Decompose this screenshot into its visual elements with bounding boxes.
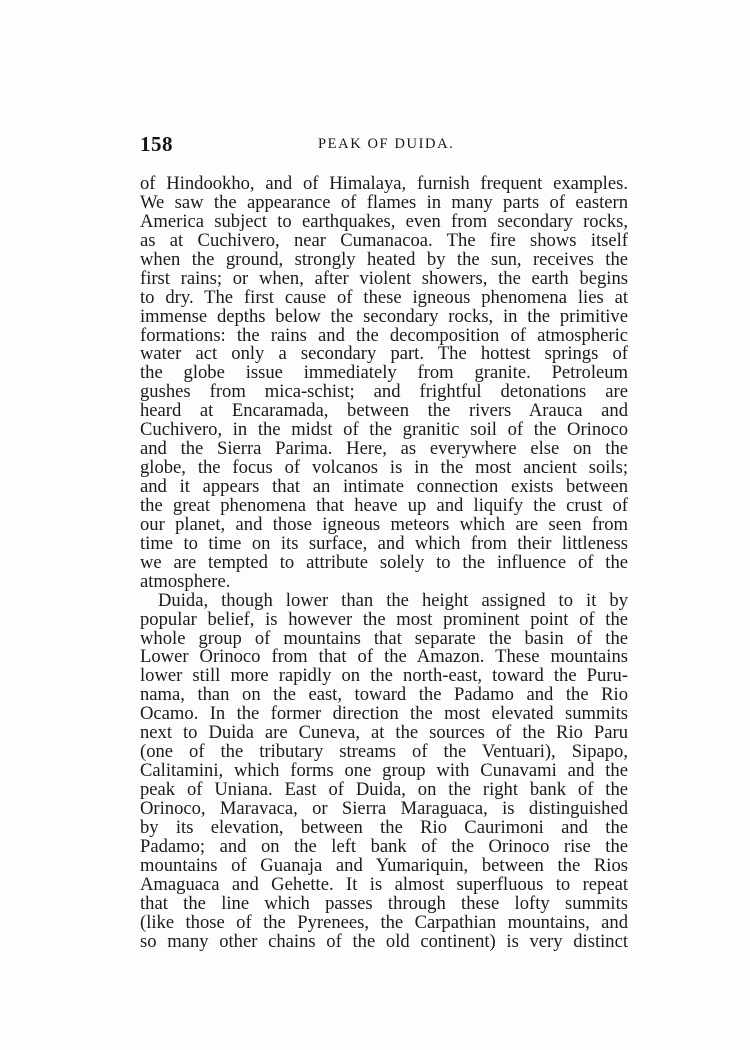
text-line bbox=[140, 289, 628, 308]
text-line-content: formations: the rains and the decomposition of atmospheric bbox=[140, 326, 628, 346]
text-line-content: peak of Uniana. East of Duida, on the right bank of the bbox=[140, 781, 628, 800]
text-line bbox=[140, 535, 628, 554]
text-line-content: and the Sierra Parima. Here, as everywhere else on the bbox=[140, 440, 628, 460]
text-line-content: so many other chains of the old continent) is very distinct bbox=[140, 932, 628, 952]
text-line bbox=[140, 667, 628, 686]
text-line-content: by its elevation, between the Rio Caurimoni and the bbox=[140, 818, 628, 838]
page-number: 158 bbox=[140, 132, 173, 156]
running-title: PEAK OF DUIDA. bbox=[318, 136, 455, 152]
text-line-content: as at Cuchivero, near Cumanacoa. The fire shows itself bbox=[140, 231, 628, 251]
text-line bbox=[140, 743, 628, 762]
text-line-content: (like those of the Pyrenees, the Carpathian mountains, and bbox=[140, 913, 628, 933]
text-line bbox=[140, 345, 628, 364]
text-line-content: Cuchivero, in the midst of the granitic soil of the Orinoco bbox=[140, 421, 628, 441]
text-line-content: we are tempted to attribute solely to the influence of the bbox=[140, 553, 628, 573]
body-text bbox=[140, 175, 628, 951]
text-line-content: Orinoco, Maravaca, or Sierra Maraguaca, is distinguished bbox=[140, 799, 628, 819]
text-line-content: Duida, though lower than the height assigned to it by bbox=[158, 591, 628, 611]
running-head bbox=[140, 132, 625, 156]
text-line-content: atmosphere. bbox=[140, 570, 231, 592]
text-line-content: globe, the focus of volcanos is in the most ancient soils; bbox=[140, 459, 628, 478]
text-line bbox=[140, 819, 628, 838]
text-line bbox=[140, 762, 628, 781]
text-line-content: immense depths below the secondary rocks, in the primitive bbox=[140, 307, 628, 327]
text-line bbox=[140, 327, 628, 346]
text-line bbox=[140, 478, 628, 497]
text-line bbox=[140, 781, 628, 800]
text-line-content: and it appears that an intimate connection exists between bbox=[140, 478, 628, 497]
text-line-content: (one of the tributary streams of the Ventuari), Sipapo, bbox=[140, 743, 628, 763]
text-line bbox=[140, 194, 628, 213]
text-line-content: gushes from mica-schist; and frightful detonations are bbox=[140, 383, 628, 403]
text-line bbox=[140, 570, 628, 592]
text-line bbox=[140, 705, 628, 724]
text-line bbox=[140, 876, 628, 895]
text-line bbox=[140, 516, 628, 535]
text-line-content: that the line which passes through these lofty summits bbox=[140, 894, 628, 914]
text-line bbox=[140, 800, 628, 819]
text-line-content: the great phenomena that heave up and liquify the crust of bbox=[140, 496, 628, 516]
text-line bbox=[140, 857, 628, 876]
text-line-content: time to time on its surface, and which from their littleness bbox=[140, 534, 628, 554]
text-line-content: We saw the appearance of flames in many parts of eastern bbox=[140, 193, 628, 213]
text-line-content: our planet, and those igneous meteors which are seen from bbox=[140, 515, 628, 535]
text-line-content: mountains of Guanaja and Yumariquin, between the Rios bbox=[140, 856, 628, 876]
text-line bbox=[140, 232, 628, 251]
text-line-content: whole group of mountains that separate the basin of the bbox=[140, 629, 628, 649]
text-line-content: nama, than on the east, toward the Padamo and the Rio bbox=[140, 686, 628, 706]
text-line bbox=[140, 402, 628, 421]
text-line bbox=[140, 421, 628, 440]
text-line bbox=[140, 592, 628, 611]
text-line bbox=[140, 308, 628, 327]
text-line-content: Ocamo. In the former direction the most elevated summits bbox=[140, 705, 628, 725]
text-line-content: the globe issue immediately from granite. Petroleum bbox=[140, 364, 628, 384]
text-line bbox=[140, 251, 628, 270]
text-line bbox=[140, 724, 628, 743]
text-line-content: Lower Orinoco from that of the Amazon. These mountains bbox=[140, 648, 628, 668]
text-line bbox=[140, 914, 628, 933]
text-line bbox=[140, 364, 628, 383]
text-line bbox=[140, 686, 628, 705]
text-line-content: America subject to earthquakes, even from secondary rocks, bbox=[140, 212, 628, 232]
text-line-content: Padamo; and on the left bank of the Orinoco rise the bbox=[140, 837, 628, 857]
text-line bbox=[140, 383, 628, 402]
text-line-content: of Hindookho, and of Himalaya, furnish frequent examples. bbox=[140, 175, 628, 194]
text-line-content: water act only a secondary part. The hottest springs of bbox=[140, 345, 628, 365]
text-line-content: Calitamini, which forms one group with Cunavami and the bbox=[140, 762, 628, 781]
text-line-content: when the ground, strongly heated by the sun, receives the bbox=[140, 250, 628, 270]
text-line bbox=[140, 175, 628, 194]
text-line bbox=[140, 213, 628, 232]
text-line-content: next to Duida are Cuneva, at the sources of the Rio Paru bbox=[140, 724, 628, 744]
text-line-content: popular belief, is however the most prominent point of the bbox=[140, 610, 628, 630]
text-line bbox=[140, 270, 628, 289]
text-line-content: first rains; or when, after violent showers, the earth begins bbox=[140, 269, 628, 289]
text-line-content: lower still more rapidly on the north-east, toward the Puru- bbox=[140, 667, 628, 687]
text-line bbox=[140, 838, 628, 857]
text-line bbox=[140, 459, 628, 478]
text-line bbox=[140, 440, 628, 459]
text-line-content: heard at Encaramada, between the rivers Arauca and bbox=[140, 402, 628, 422]
text-line bbox=[140, 933, 628, 952]
text-line bbox=[140, 648, 628, 667]
text-line bbox=[140, 611, 628, 630]
text-line bbox=[140, 630, 628, 649]
text-line bbox=[140, 497, 628, 516]
text-line-content: to dry. The first cause of these igneous phenomena lies at bbox=[140, 288, 628, 308]
text-line bbox=[140, 895, 628, 914]
text-line-content: Amaguaca and Gehette. It is almost superfluous to repeat bbox=[140, 875, 628, 895]
